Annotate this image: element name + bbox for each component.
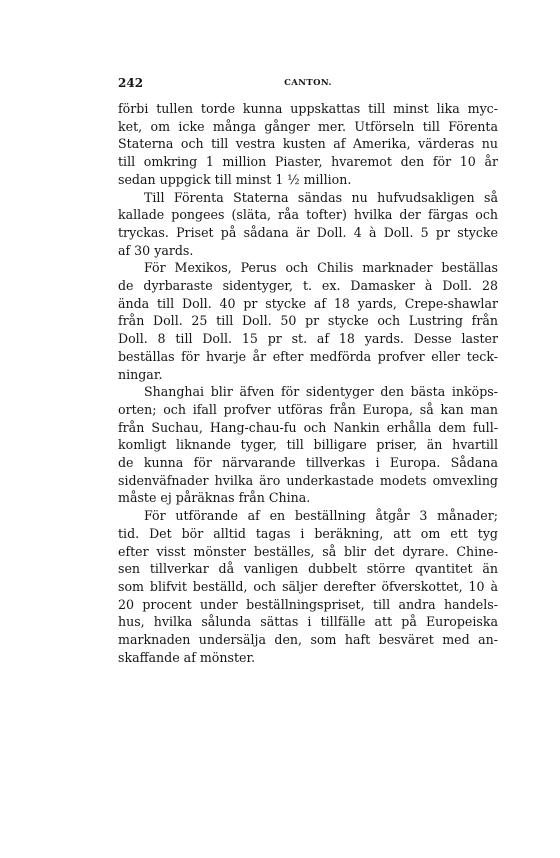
text-line: skaffande af mönster.: [118, 649, 256, 665]
text-line: från Suchau, Hang-chau-fu och Nankin erhålla dem full-: [118, 419, 498, 435]
text-line: tid. Det bör alltid tagas i beräkning, att om ett tyg: [118, 525, 498, 541]
paragraph: [118, 507, 498, 666]
text-line: komligt liknande tyger, till billigare priser, än hvartill: [118, 437, 498, 453]
paragraph: [118, 189, 498, 260]
text-line: ända till Doll. 40 pr stycke af 18 yards, Crepe-shawlar: [118, 295, 498, 311]
text-line: Doll. 8 till Doll. 15 pr st. af 18 yards. Desse laster: [118, 331, 498, 347]
page-number: 242: [118, 76, 144, 90]
text-line: ket, om icke många gånger mer. Utförseln till Förenta: [118, 118, 498, 134]
text-line: sedan uppgick till minst 1 ½ million.: [118, 171, 352, 187]
text-line: Till Förenta Staterna sändas nu hufvudsakligen så: [144, 189, 498, 205]
text-line: tryckas. Priset på sådana är Doll. 4 à Doll. 5 pr stycke: [118, 224, 498, 240]
text-line: som blifvit beställd, och säljer derefter öfverskottet, 10 à: [118, 578, 498, 594]
text-line: de kunna för närvarande tillverkas i Europa. Sådana: [118, 455, 498, 471]
text-line: förbi tullen torde kunna uppskattas till minst lika myc-: [118, 101, 498, 116]
text-line: För utförande af en beställning åtgår 3 månader;: [144, 508, 498, 524]
text-line: måste ej påräknas från China.: [118, 490, 311, 506]
text-line: Shanghai blir äfven för sidentyger den bästa inköps-: [144, 384, 498, 400]
text-line: sen tillverkar då vanligen dubbelt större qvantitet än: [118, 561, 498, 577]
text-line: kallade pongees (släta, råa tofter) hvilka der färgas och: [118, 207, 498, 223]
text-line: Staterna och till vestra kusten af Amerika, värderas nu: [118, 136, 498, 152]
paragraph: [118, 100, 498, 189]
page-header: [118, 76, 498, 94]
paragraph: [118, 259, 498, 383]
text-line: beställas för hvarje år efter medförda profver eller teck-: [118, 348, 498, 364]
text-line: marknaden undersälja den, som haft besväret med an-: [118, 632, 498, 648]
text-line: de dyrbaraste sidentyger, t. ex. Damasker à Doll. 28: [118, 278, 498, 294]
running-title: CANTON.: [284, 78, 332, 88]
text-line: sidenväfnader hvilka äro underkastade modets omvexling: [118, 472, 498, 488]
text-line: För Mexikos, Perus och Chilis marknader beställas: [144, 260, 498, 276]
text-line: orten; och ifall profver utföras från Europa, så kan man: [118, 401, 498, 417]
text-line: efter visst mönster beställes, så blir det dyrare. Chine-: [118, 543, 498, 559]
text-line: ningar.: [118, 366, 163, 382]
text-line: till omkring 1 million Piaster, hvaremot den för 10 år: [118, 154, 498, 170]
text-line: 20 procent under beställningspriset, till andra handels-: [118, 596, 498, 612]
text-line: från Doll. 25 till Doll. 50 pr stycke och Lustring från: [118, 313, 498, 329]
body-text: [118, 100, 498, 667]
text-line: hus, hvilka sålunda sättas i tillfälle att på Europeiska: [118, 614, 498, 630]
paragraph: [118, 383, 498, 507]
text-line: af 30 yards.: [118, 242, 194, 258]
